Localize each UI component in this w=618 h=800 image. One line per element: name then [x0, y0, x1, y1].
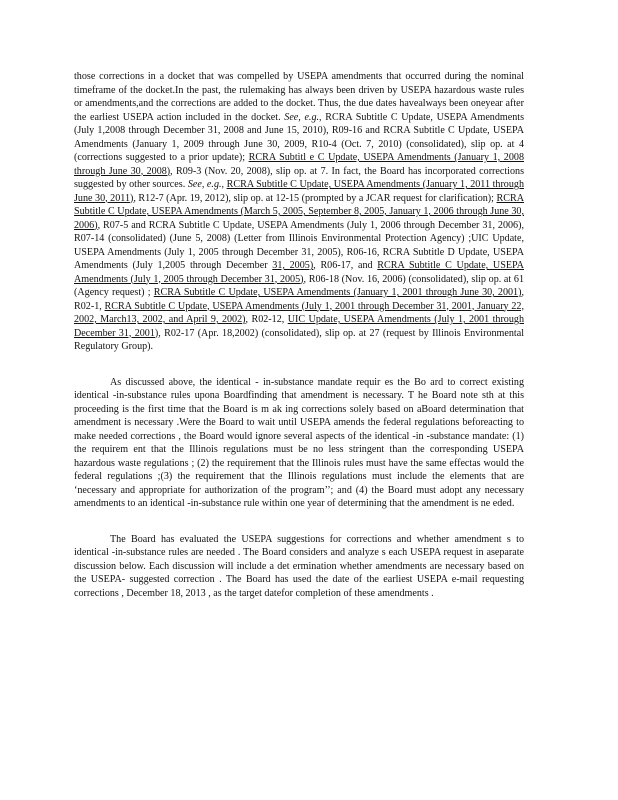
citation-underlined: RCRA Subtitle C Update, USEPA Amendments (March 5, 2005, September 8, 2005, January 1, 2006 through June 30, 2006) — [74, 192, 524, 231]
text-run: , R02-1, — [74, 287, 524, 312]
citation-underlined: RCRA Subtitl e C Update, USEPA Amendments (January 1, 2008 through June 30, 2008) — [74, 152, 524, 177]
citation-underlined: RCRA Subtitle C Update, USEPA Amendments (January 1, 2001 through June 30, 2001) — [153, 287, 522, 298]
citation-underlined: RCRA Subtitle C Update, USEPA Amendments (July 1, 2005 through December 31, 2005) — [74, 260, 524, 285]
paragraph-2 — [74, 376, 524, 511]
text-run: , R12-7 (Apr. 19, 2012), slip op. at 12-15 (prompted by a JCAR request for clarification); — [133, 192, 497, 204]
text-run: , R07-5 and RCRA Subtitle C Update, USEPA Amendments (July 1, 2006 through December 31, 2006), R07-14 (consolidated) (June 5, 2008) (Letter from Illinois Environmental Protection Agency) ;UIC Update, USEPA Amendments (July 1, 2005 through December 31, 2005), R06-16, RCRA Subtitle D Update, USEPA Amendments (July 1,2005 through December — [74, 219, 524, 271]
text-run: RCRA Subtitle C Update, USEPA Amendments (July 1,2008 through December 31, 2008 and June 15, 2010), R09-16 and RCRA Subtitle C Update, USEPA Amendments (January 1, 2009 through June 30, 2009, R10-4 (Oct. 7, 2010) (consolidated), slip op. at 4 (corrections suggested to a prior update); — [74, 111, 525, 163]
citation-underlined: 31, 2005) — [272, 260, 314, 271]
citation-underlined: RCRA Subtitle C Update, USEPA Amendments (July 1, 2001 through December 31, 2001, January 22, 2002, March13, 2002, and April 9, 2002) — [74, 300, 524, 325]
text-run: , R06-18 (Nov. 16, 2006) (consolidated), slip op. at 61 (Agency request) ; — [74, 273, 524, 298]
citation-underlined: RCRA Subtitle C Update, USEPA Amendments (January 1, 2011 through June 30, 2011) — [74, 179, 524, 204]
text-run: , R02-17 (Apr. 18,2002) (consolidated), slip op. at 27 (request by Illinois Environmental Regulatory Group). — [74, 327, 525, 352]
text-run: , R06-17, and — [313, 260, 378, 271]
text-run: those corrections in a docket that was compelled by USEPA amendments that occurred during the nominal timeframe of the docket.In the past, the rulemaking has always been driven by USEPA hazardous waste rules or amendments,and the corrections are added to the docket. Thus, the due dates havealways been oneyear after the earliest USEPA action included in the docket. — [74, 71, 524, 123]
signal-italic: See, e.g., — [187, 179, 225, 190]
paragraph-1 — [74, 70, 524, 354]
document-page — [74, 70, 524, 600]
text-run: , R09-3 (Nov. 20, 2008), slip op. at 7. In fact, the Board has incorporated corrections suggested by other sources. — [74, 165, 525, 190]
text-run: The Board has evaluated the USEPA suggestions for corrections and whether amendment s to identical -in-substance rules are needed . The Board considers and analyze s each USEPA request in aseparate discussion below. Each discussion will include a det ermination whether amendments are necessary based on the USEPA- suggested correction . The Board has used the date of the earliest USEPA e-mail requesting corrections , December 18, 2013 , as the target datefor completion of these amendments . — [74, 533, 524, 599]
paragraph-3 — [74, 533, 524, 601]
signal-italic: See, e.g., — [284, 111, 322, 123]
text-run: , R02-12, — [245, 314, 288, 325]
text-run: As discussed above, the identical - in-substance mandate requir es the Bo ard to correct existing identical -in-substance rules upona Boardfinding that amendment is necessary. T he Board note sth at this proceeding is the first time that the Board is m ak ing corrections solely based on aBoard determination that amendment is necessary .Were the Board to wait until USEPA amends the federal regulations beforeacting to make needed corrections , the Board would ignore several aspects of the identical -in -substance mandate: (1) the requirem ent that the Illinois regulations must be no less stringent than the corresponding USEPA hazardous waste regulations ; (2) the requirement that the Illinois rules must have the same effectas would the federal regulations ;(3) the requirement that the Illinois regulations must include the elements that are ‘necessary and appropriate for authorization of the program’’; and (4) the Board must adopt any necessary amendments to an identical -in-substance rule within one year of determining that the amendment is ne eded. — [74, 376, 524, 509]
citation-underlined: UIC Update, USEPA Amendments (July 1, 2001 through December 31, 2001) — [74, 314, 524, 339]
